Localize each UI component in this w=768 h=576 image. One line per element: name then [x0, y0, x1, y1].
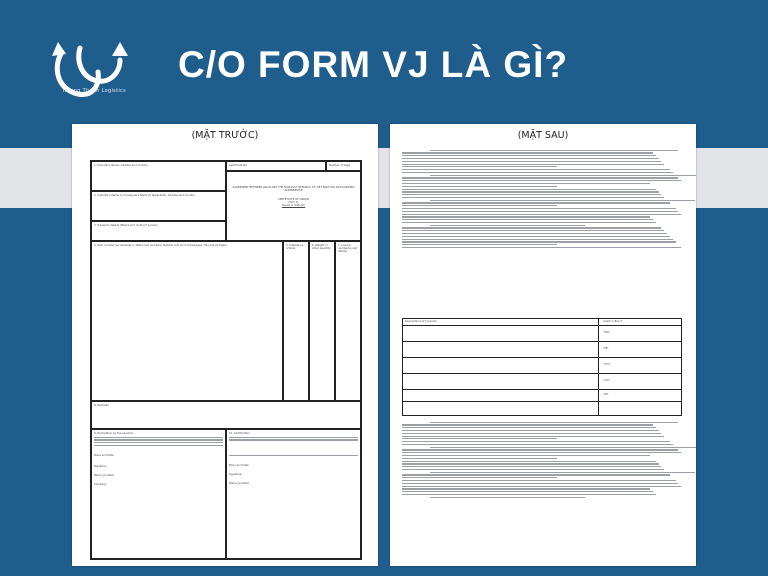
back-page: [390, 124, 696, 566]
signature-label: Signature: [94, 465, 107, 469]
text-line: [402, 180, 681, 181]
text-line: [402, 189, 656, 190]
text-line: [402, 236, 670, 237]
text-line: [402, 152, 653, 153]
criteria-table: [402, 318, 682, 416]
box6-label: 6. Weight or other quantity: [312, 244, 331, 250]
text-line: [402, 205, 557, 206]
text-line: [402, 239, 673, 240]
text-line: [402, 172, 673, 173]
text-line: [402, 494, 656, 495]
back-heading: (MẶT SAU): [517, 130, 569, 141]
text-line: [402, 186, 557, 187]
back-text-top: [402, 148, 684, 250]
row-code-1: "WO": [603, 331, 611, 334]
text-line: [402, 202, 670, 203]
text-line: [402, 230, 664, 231]
front-heading: (MẶT TRƯỚC): [191, 130, 259, 141]
text-line: [402, 433, 661, 434]
text-line: [402, 166, 557, 167]
text-line: [402, 169, 670, 170]
text-line: [402, 155, 656, 156]
text-line: [402, 158, 659, 159]
agreement-box: [226, 171, 361, 241]
text-line: [402, 197, 664, 198]
agreement-text: AGREEMENT BETWEEN JAPAN AND THE SOCIALIST REPUBLIC OF VIET NAM FOR AN ECONOMIC PARTNERSHIP: [232, 186, 355, 192]
text-line: [402, 194, 661, 195]
row-code-2: "PE": [603, 347, 609, 350]
text-line: [402, 461, 656, 462]
importer-box: [91, 191, 226, 221]
text-line: [402, 474, 670, 475]
text-line: [402, 241, 676, 242]
cert-no-label: Certificate No.: [229, 164, 248, 167]
box2-label: 2. Importer's Name or Consignee's Name (if applicable), Address and Country: [94, 194, 195, 197]
text-line: [402, 214, 681, 215]
weight-box: [309, 241, 335, 401]
invoice-box: [335, 241, 361, 401]
box3-label: 3. Transport details (Means and route) (if known): [94, 224, 158, 227]
text-line: [402, 222, 656, 223]
text-line: [402, 161, 661, 162]
text-line: [402, 488, 650, 489]
text-line: [430, 472, 695, 473]
name-printed-label: Name (printed): [94, 474, 114, 478]
transport-box: [91, 221, 226, 241]
text-line: [402, 452, 681, 453]
row-code-4: "LVC": [603, 379, 611, 382]
text-line: [402, 480, 676, 481]
text-line: [402, 486, 681, 487]
preference-box: [283, 241, 309, 401]
text-line: [402, 477, 557, 478]
text-line: [402, 191, 659, 192]
text-line: [402, 491, 653, 492]
text-line: [402, 164, 664, 165]
text-line: [402, 183, 650, 184]
box1-label: 1. Exporter's Name, Address and Country: [94, 164, 148, 167]
text-line: [430, 150, 678, 151]
text-line: [430, 225, 585, 226]
box7-label: 7. Invoice number(s) and date(s): [338, 244, 358, 253]
text-line: [402, 430, 659, 431]
text-line: [402, 216, 650, 217]
text-line: [402, 424, 653, 425]
box5-label: 5. Preference criteria: [286, 244, 304, 250]
company-label: Company: [94, 483, 107, 487]
back-text-bottom: [402, 420, 684, 499]
text-line: [402, 227, 661, 228]
table-head-right: Insert in Box 5: [603, 320, 622, 323]
text-line: [402, 455, 650, 456]
items-box: [91, 241, 283, 401]
text-line: [402, 247, 681, 248]
certification-box: [226, 429, 361, 559]
box9-label: 9. Declaration by the exporter: [94, 432, 134, 435]
text-line: [430, 422, 678, 423]
text-line: [402, 483, 678, 484]
cert-name-label: Name (printed): [229, 481, 249, 485]
certificate-form: [90, 160, 362, 560]
page-count-label: Number of page: [329, 164, 351, 167]
page-count-cell: [326, 161, 361, 171]
table-head-left: Descriptions of products: [405, 320, 437, 323]
box10-label: 10. Certification: [229, 432, 250, 435]
row-code-5: "SP": [603, 393, 609, 396]
text-line: [402, 211, 678, 212]
certificate-no-cell: [226, 161, 326, 171]
text-line: [402, 466, 661, 467]
text-line: [402, 436, 664, 437]
text-line: [430, 497, 585, 498]
text-line: [402, 444, 673, 445]
cert-signature-label: Signature: [229, 472, 242, 476]
box8-label: 8. Remarks: [94, 404, 109, 407]
row-code-3: "CTC": [603, 363, 611, 366]
text-line: [402, 233, 667, 234]
text-line: [402, 244, 557, 245]
declaration-box: [91, 429, 226, 559]
page-title: C/O FORM VJ LÀ GÌ?: [178, 44, 569, 85]
exporter-box: [91, 161, 226, 191]
text-line: [402, 469, 664, 470]
remarks-box: [91, 401, 361, 429]
issued-in-text: Issued in Vietnam: [281, 204, 306, 207]
text-line: [402, 449, 678, 450]
text-line: [402, 208, 676, 209]
place-date-label: Place and Date: [94, 454, 114, 458]
text-line: [430, 447, 696, 448]
form-text: Form VJ: [288, 201, 299, 204]
text-line: [402, 219, 653, 220]
text-line: [402, 458, 557, 459]
text-line: [430, 200, 695, 201]
text-line: [402, 177, 678, 178]
text-line: [430, 175, 696, 176]
text-line: [402, 427, 656, 428]
logo-icon: [48, 28, 138, 108]
text-line: [402, 463, 659, 464]
cert-place-date-label: Place and Date: [229, 463, 249, 467]
text-line: [402, 438, 557, 439]
text-line: [402, 441, 670, 442]
cert-origin-text: CERTIFICATE OF ORIGIN: [278, 198, 309, 201]
front-page: [72, 124, 378, 566]
logo-text: Truong Thanh Logistics: [62, 88, 126, 94]
box4-label: 4. Item number (as necessary); Marks and numbers; Number and kind of packages; HS code (6 digits): [94, 244, 227, 247]
